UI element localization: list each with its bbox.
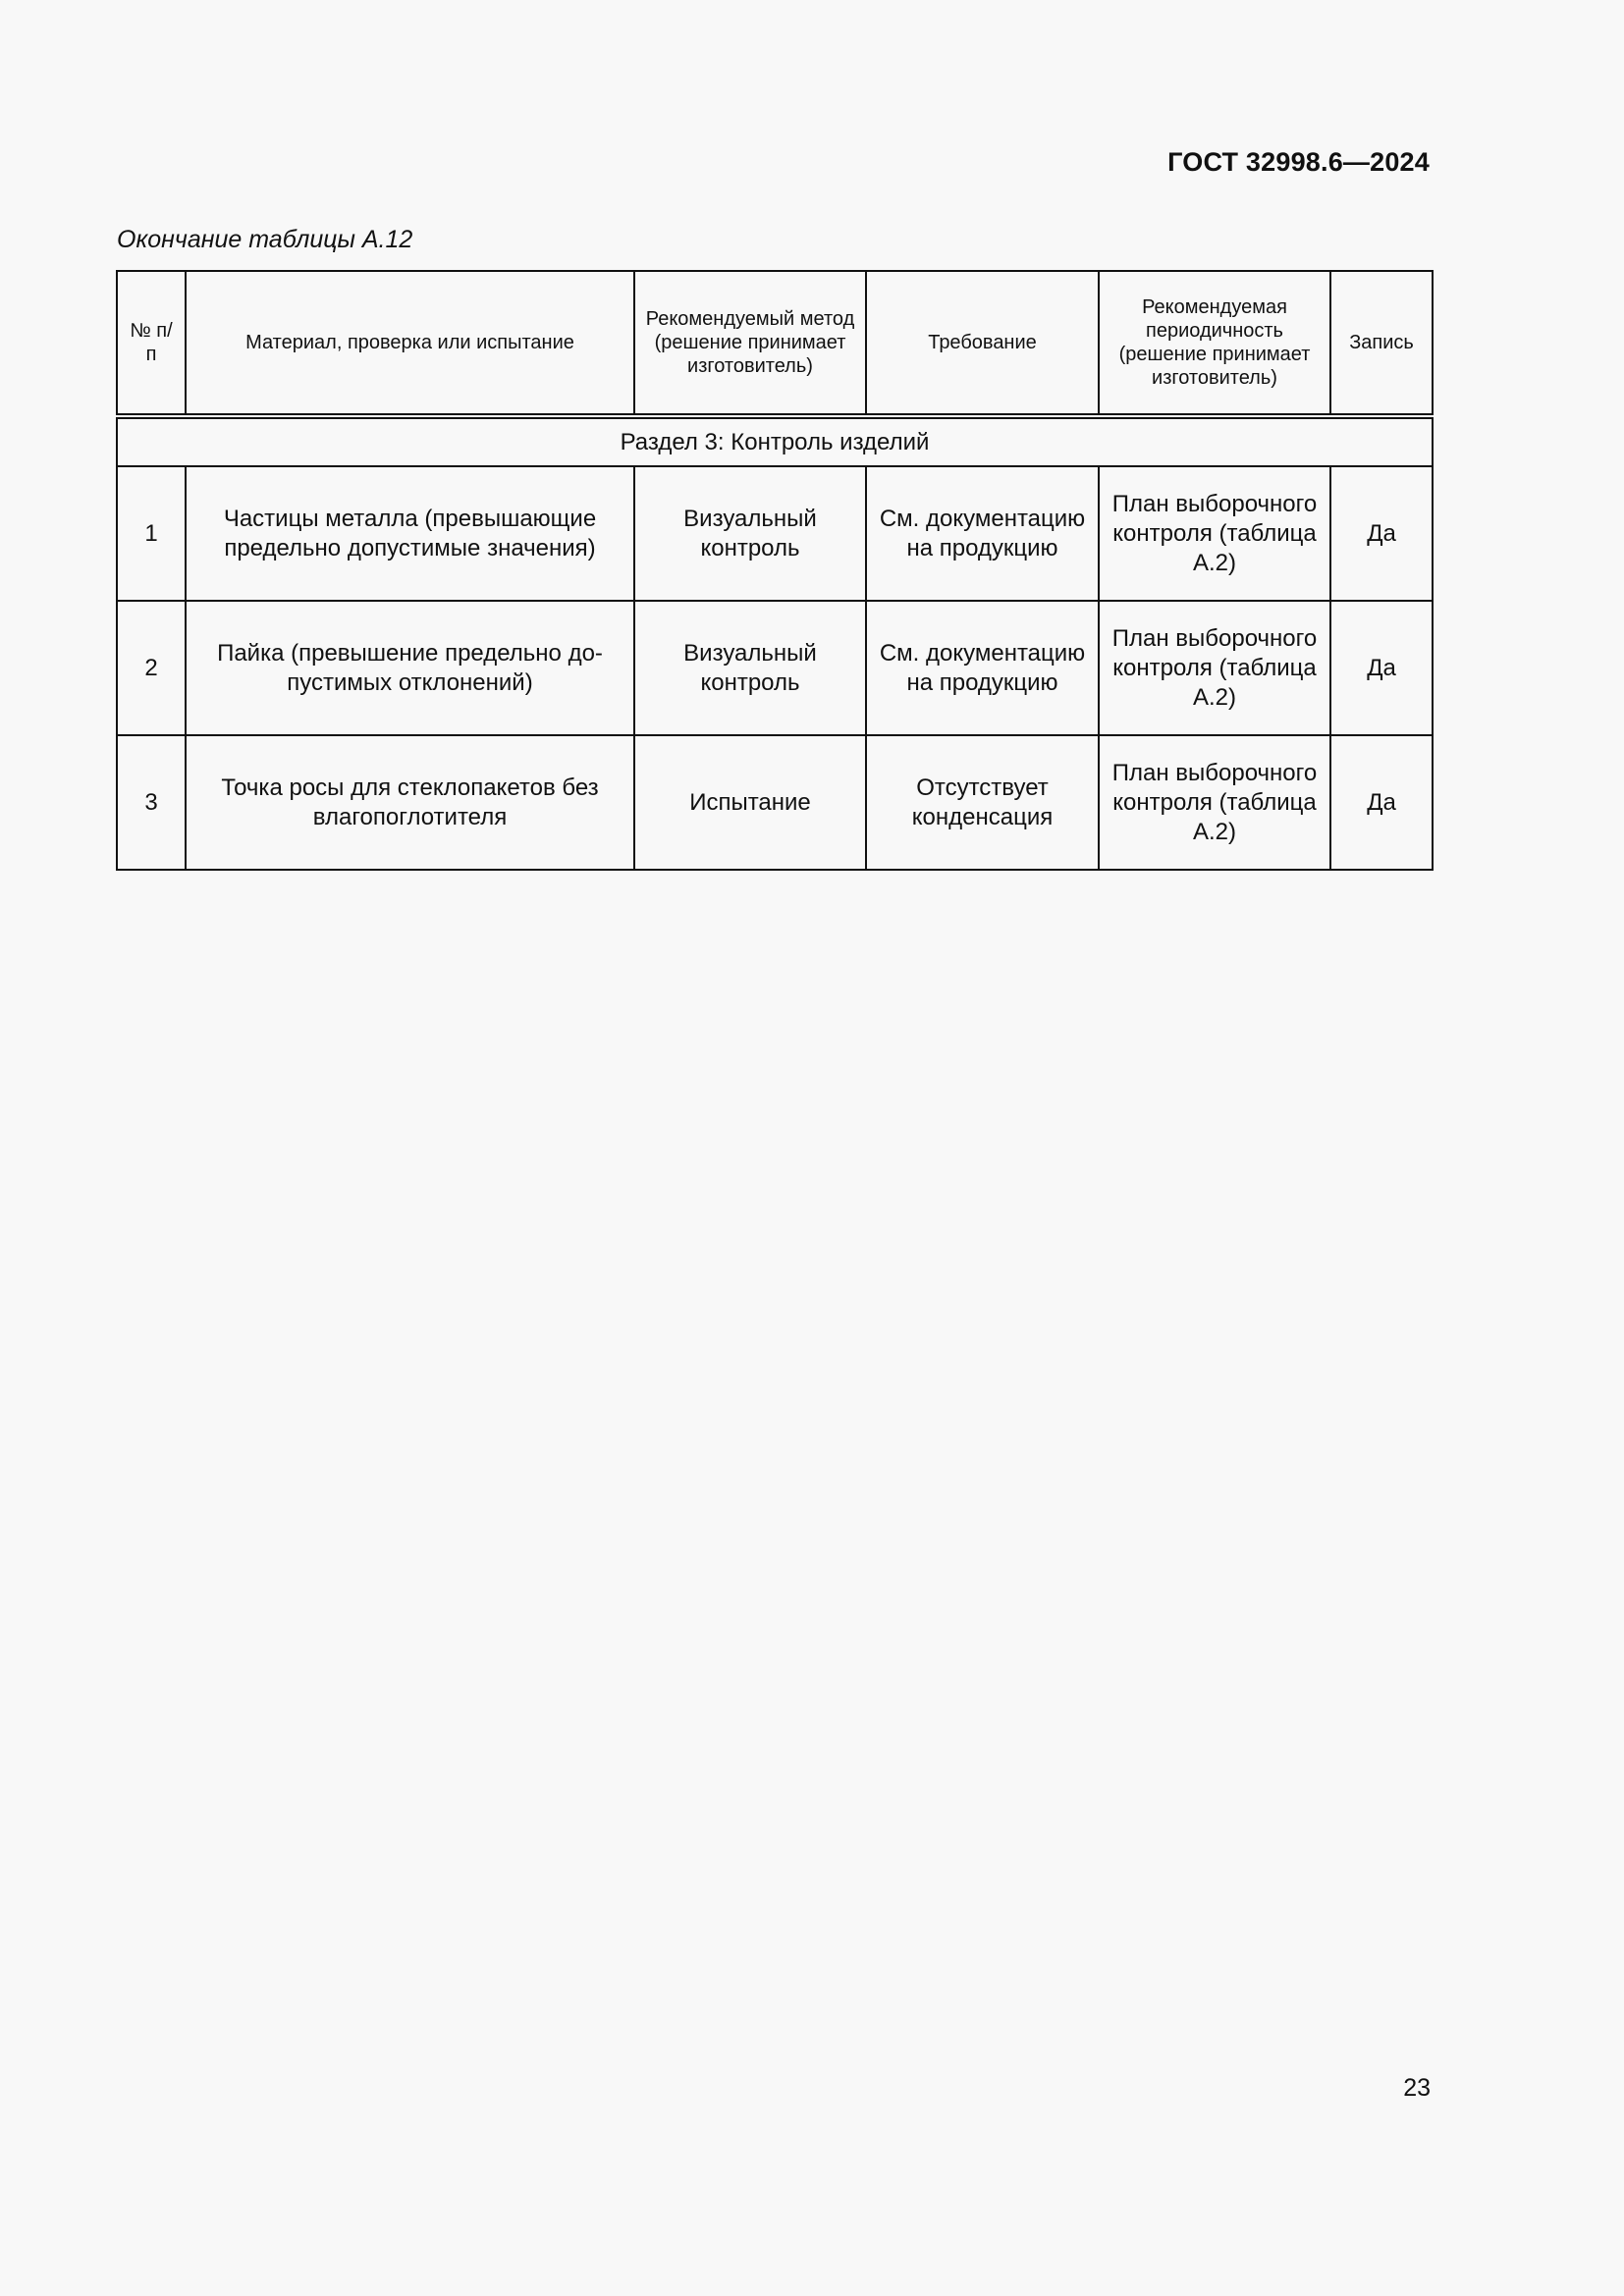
cell-method: Визуальный контроль bbox=[634, 466, 866, 601]
cell-periodicity: План выборочного контроля (таблица А.2) bbox=[1099, 601, 1330, 735]
document-code: ГОСТ 32998.6—2024 bbox=[1167, 147, 1430, 177]
cell-material: Частицы металла (превышающие предельно допустимые значения) bbox=[186, 466, 634, 601]
cell-material: Точка росы для стеклопакетов без влагопоглотителя bbox=[186, 735, 634, 870]
column-header-record: Запись bbox=[1330, 271, 1433, 416]
column-header-material: Материал, проверка или испытание bbox=[186, 271, 634, 416]
column-header-periodicity: Рекомендуемая периодичность (решение принимает изготовитель) bbox=[1099, 271, 1330, 416]
cell-periodicity: План выборочного контроля (таблица А.2) bbox=[1099, 466, 1330, 601]
cell-periodicity: План выборочного контроля (таблица А.2) bbox=[1099, 735, 1330, 870]
table-row bbox=[117, 601, 1433, 735]
column-header-method: Рекомендуемый метод (решение принимает изготовитель) bbox=[634, 271, 866, 416]
column-header-requirement: Требование bbox=[866, 271, 1099, 416]
cell-record: Да bbox=[1330, 601, 1433, 735]
table-row bbox=[117, 466, 1433, 601]
page-number: 23 bbox=[1403, 2074, 1431, 2102]
table-row bbox=[117, 735, 1433, 870]
section-row bbox=[117, 416, 1433, 466]
cell-requirement: См. документацию на продукцию bbox=[866, 466, 1099, 601]
cell-method: Испытание bbox=[634, 735, 866, 870]
cell-record: Да bbox=[1330, 735, 1433, 870]
cell-requirement: Отсутствует конденсация bbox=[866, 735, 1099, 870]
column-header-number: № п/п bbox=[117, 271, 186, 416]
section-title: Раздел 3: Контроль изделий bbox=[117, 416, 1433, 466]
table-header-row bbox=[117, 271, 1433, 416]
cell-number: 2 bbox=[117, 601, 186, 735]
cell-number: 1 bbox=[117, 466, 186, 601]
table-caption: Окончание таблицы А.12 bbox=[117, 226, 413, 253]
cell-method: Визуальный контроль bbox=[634, 601, 866, 735]
cell-material: Пайка (превышение предельно допустимых отклонений) bbox=[186, 601, 634, 735]
cell-requirement: См. документацию на продукцию bbox=[866, 601, 1099, 735]
inspection-table bbox=[116, 270, 1434, 871]
cell-number: 3 bbox=[117, 735, 186, 870]
cell-record: Да bbox=[1330, 466, 1433, 601]
